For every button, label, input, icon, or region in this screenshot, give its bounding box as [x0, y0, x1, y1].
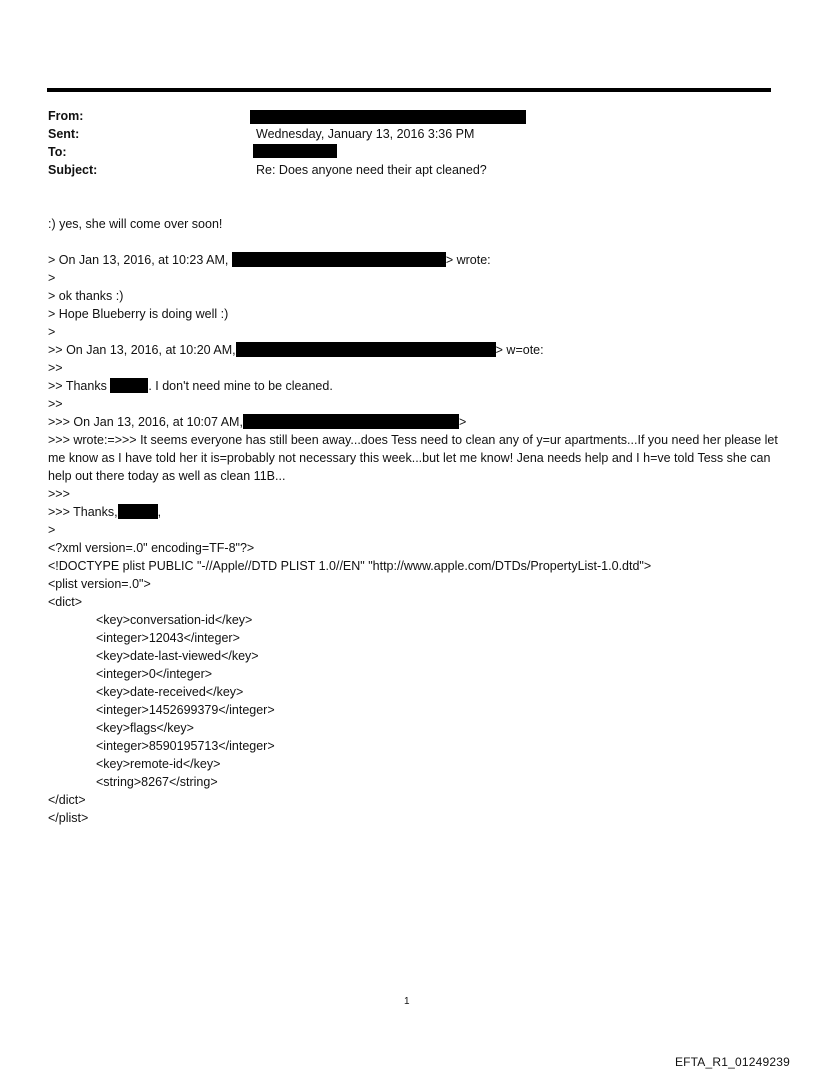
- body-line: >>>: [48, 487, 70, 501]
- thanks-line: [48, 377, 333, 395]
- quote-header-2-text: >> On Jan 13, 2016, at 10:20 AM,: [48, 343, 236, 357]
- plist-entry: <key>remote-id</key>: [96, 757, 221, 771]
- quote-header-3-text: >>> On Jan 13, 2016, at 10:07 AM,: [48, 415, 243, 429]
- redacted-from: [250, 110, 526, 124]
- sent-value: Wednesday, January 13, 2016 3:36 PM: [256, 127, 475, 141]
- plist-entry: <integer>1452699379</integer>: [96, 703, 275, 717]
- body-line: >>: [48, 361, 63, 375]
- dict-close: </dict>: [48, 793, 86, 807]
- page-number: 1: [404, 996, 410, 1007]
- plist-close: </plist>: [48, 811, 89, 825]
- subject-value: Re: Does anyone need their apt cleaned?: [256, 163, 487, 177]
- body-line: > ok thanks :): [48, 289, 124, 303]
- plist-open: <plist version=.0">: [48, 577, 151, 591]
- dict-open: <dict>: [48, 595, 83, 609]
- plist-entry: <key>flags</key>: [96, 721, 194, 735]
- redacted-name-1: [110, 378, 148, 393]
- redacted-name-2: [118, 504, 158, 519]
- redacted-sender-1: [232, 252, 446, 267]
- body-line: >: [48, 271, 56, 285]
- plist-entry: <integer>12043</integer>: [96, 631, 240, 645]
- plist-entry: <integer>0</integer>: [96, 667, 213, 681]
- header-rule: [47, 88, 771, 92]
- plist-entry: <key>date-last-viewed</key>: [96, 649, 259, 663]
- quote-header-2-tail: > w=ote:: [495, 343, 544, 357]
- quote-header-1-tail: > wrote:: [445, 253, 491, 267]
- redacted-to: [253, 144, 337, 158]
- plist-entry: <string>8267</string>: [96, 775, 218, 789]
- body-line: >>: [48, 397, 63, 411]
- bates-number: EFTA_R1_01249239: [674, 1055, 790, 1069]
- xml-declaration: <?xml version=.0" encoding=TF-8"?>: [48, 541, 255, 555]
- quote-header-1: [48, 251, 491, 269]
- quote-header-1-text: > On Jan 13, 2016, at 10:23 AM,: [48, 253, 229, 267]
- body-line: :) yes, she will come over soon!: [48, 217, 223, 231]
- thanks-signoff: [48, 503, 161, 521]
- plist-entry: <key>date-received</key>: [96, 685, 244, 699]
- thanks-signoff-text: >>> Thanks,: [48, 505, 118, 519]
- quote-header-3-tail: >: [458, 415, 467, 429]
- body-line: >: [48, 325, 56, 339]
- quote-header-2: [48, 341, 544, 359]
- redacted-sender-2: [236, 342, 496, 357]
- thanks-text: >> Thanks: [48, 379, 107, 393]
- thanks-signoff-tail: ,: [157, 505, 162, 519]
- quoted-message: >>> wrote:=>>> It seems everyone has still been away...does Tess need to clean any of y=ur apartments...If you need her please let me know as I have told her it is=probably not necessary this week...but let me know! Jena needs help and I h=ve told Tess she can help out there today as well as clean 11B...: [48, 433, 778, 483]
- subject-label: Subject:: [48, 163, 98, 177]
- from-label: From:: [48, 109, 84, 123]
- doctype-line: <!DOCTYPE plist PUBLIC "-//Apple//DTD PLIST 1.0//EN" "http://www.apple.com/DTDs/PropertyList-1.0.dtd">: [48, 559, 652, 573]
- sent-label: Sent:: [48, 127, 80, 141]
- to-label: To:: [48, 145, 67, 159]
- redacted-sender-3: [243, 414, 459, 429]
- body-line: > Hope Blueberry is doing well :): [48, 307, 229, 321]
- thanks-tail: . I don't need mine to be cleaned.: [148, 379, 333, 393]
- plist-entry: <key>conversation-id</key>: [96, 613, 253, 627]
- plist-entry: <integer>8590195713</integer>: [96, 739, 275, 753]
- body-line: >: [48, 523, 56, 537]
- quote-header-3: [48, 413, 466, 431]
